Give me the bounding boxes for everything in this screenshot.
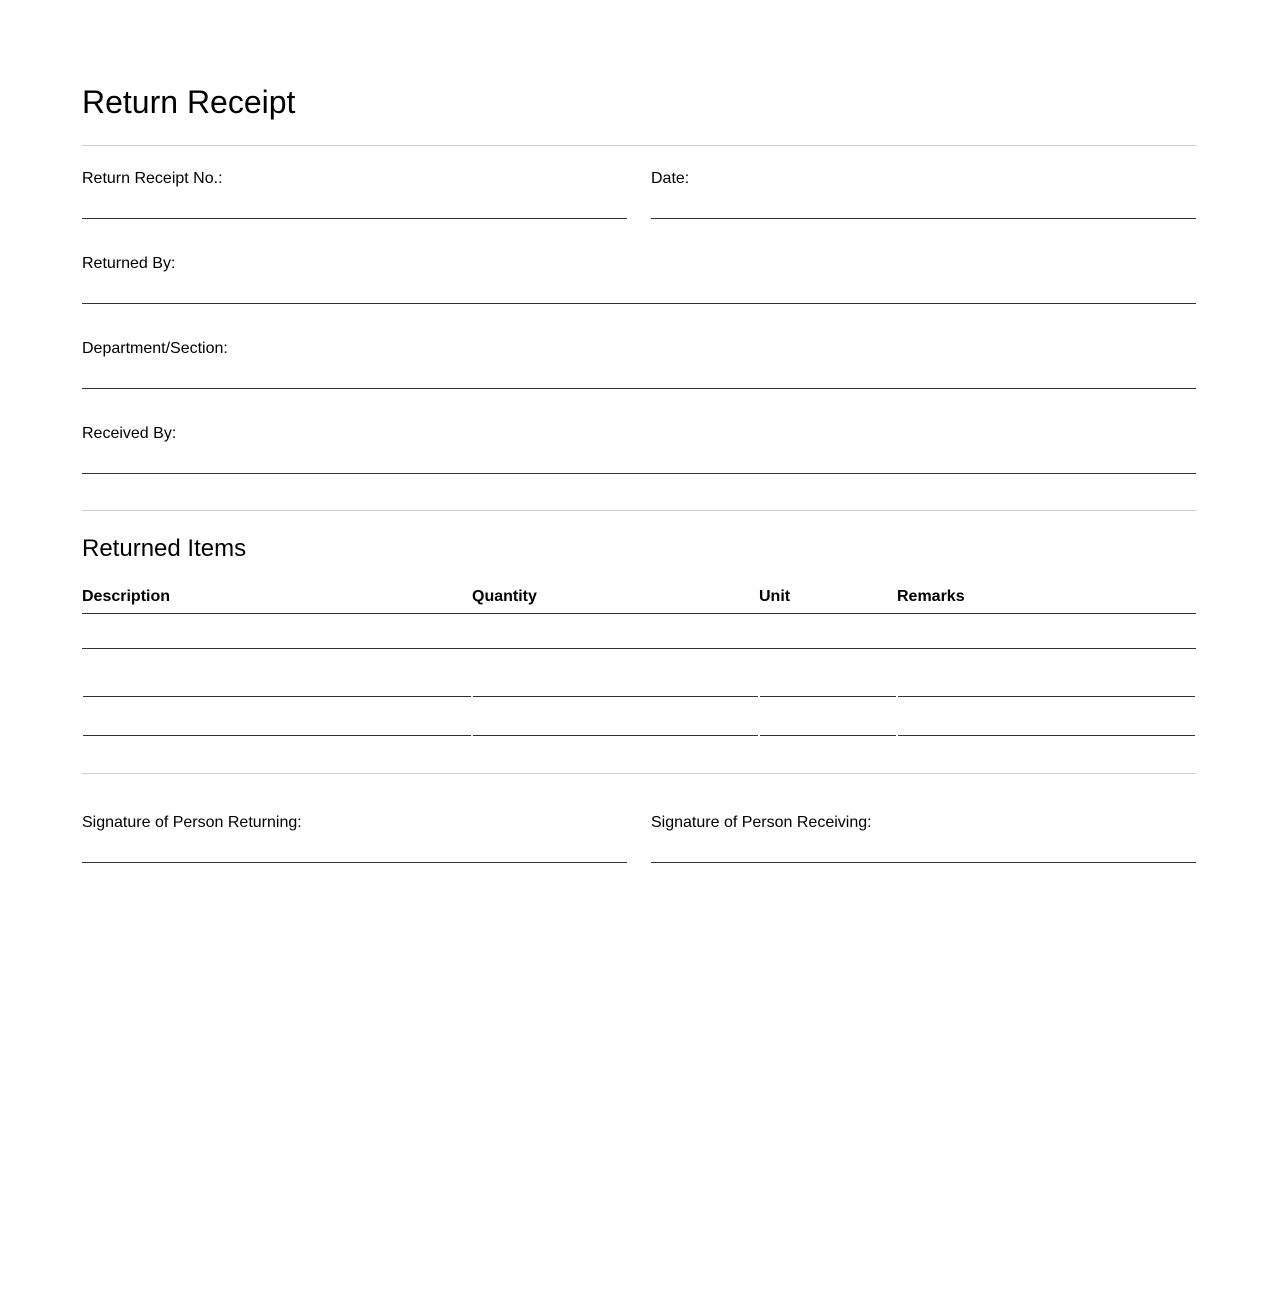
item-quantity-input[interactable] <box>473 701 758 735</box>
receipt-no-label: Return Receipt No.: <box>82 170 223 187</box>
receipt-no-field[interactable] <box>82 180 627 218</box>
department-field[interactable] <box>82 350 1196 388</box>
column-header-unit: Unit <box>759 588 791 605</box>
cell-underline <box>760 735 896 736</box>
cell-underline <box>898 735 1195 736</box>
cell-underline <box>473 696 758 697</box>
item-unit-input[interactable] <box>760 662 896 696</box>
department-label: Department/Section: <box>82 340 228 357</box>
received-by-field[interactable] <box>82 435 1196 473</box>
item-description-input[interactable] <box>83 701 471 735</box>
returned-by-label: Returned By: <box>82 255 176 272</box>
item-description-input[interactable] <box>83 662 471 696</box>
cell-underline <box>760 696 896 697</box>
items-section-title: Returned Items <box>82 535 247 562</box>
signature-returning-underline <box>82 862 627 863</box>
cell-underline <box>83 696 471 697</box>
signature-receiving-underline <box>651 862 1196 863</box>
cell-underline <box>898 696 1195 697</box>
received-by-label: Received By: <box>82 425 177 442</box>
item-unit-input[interactable] <box>760 701 896 735</box>
date-label: Date: <box>651 170 690 187</box>
signatures-divider <box>82 773 1196 774</box>
signature-returning-label: Signature of Person Returning: <box>82 814 302 831</box>
item-remarks-input[interactable] <box>898 662 1195 696</box>
column-header-quantity: Quantity <box>472 588 537 605</box>
column-header-remarks: Remarks <box>897 588 965 605</box>
receipt-no-underline <box>82 218 627 219</box>
item-remarks-input[interactable] <box>898 701 1195 735</box>
header-divider <box>82 145 1196 146</box>
column-header-description: Description <box>82 588 171 605</box>
table-header-underline <box>82 613 1196 614</box>
returned-by-field[interactable] <box>82 265 1196 303</box>
cell-underline <box>473 735 758 736</box>
signature-receiving-field[interactable] <box>651 824 1196 862</box>
signature-receiving-label: Signature of Person Receiving: <box>651 814 872 831</box>
items-divider <box>82 510 1196 511</box>
page-title: Return Receipt <box>82 84 296 120</box>
received-by-underline <box>82 473 1196 474</box>
cell-underline <box>83 735 471 736</box>
signature-returning-field[interactable] <box>82 824 627 862</box>
table-top-rule <box>82 648 1196 649</box>
returned-by-underline <box>82 303 1196 304</box>
date-field[interactable] <box>651 180 1196 218</box>
date-underline <box>651 218 1196 219</box>
department-underline <box>82 388 1196 389</box>
item-quantity-input[interactable] <box>473 662 758 696</box>
